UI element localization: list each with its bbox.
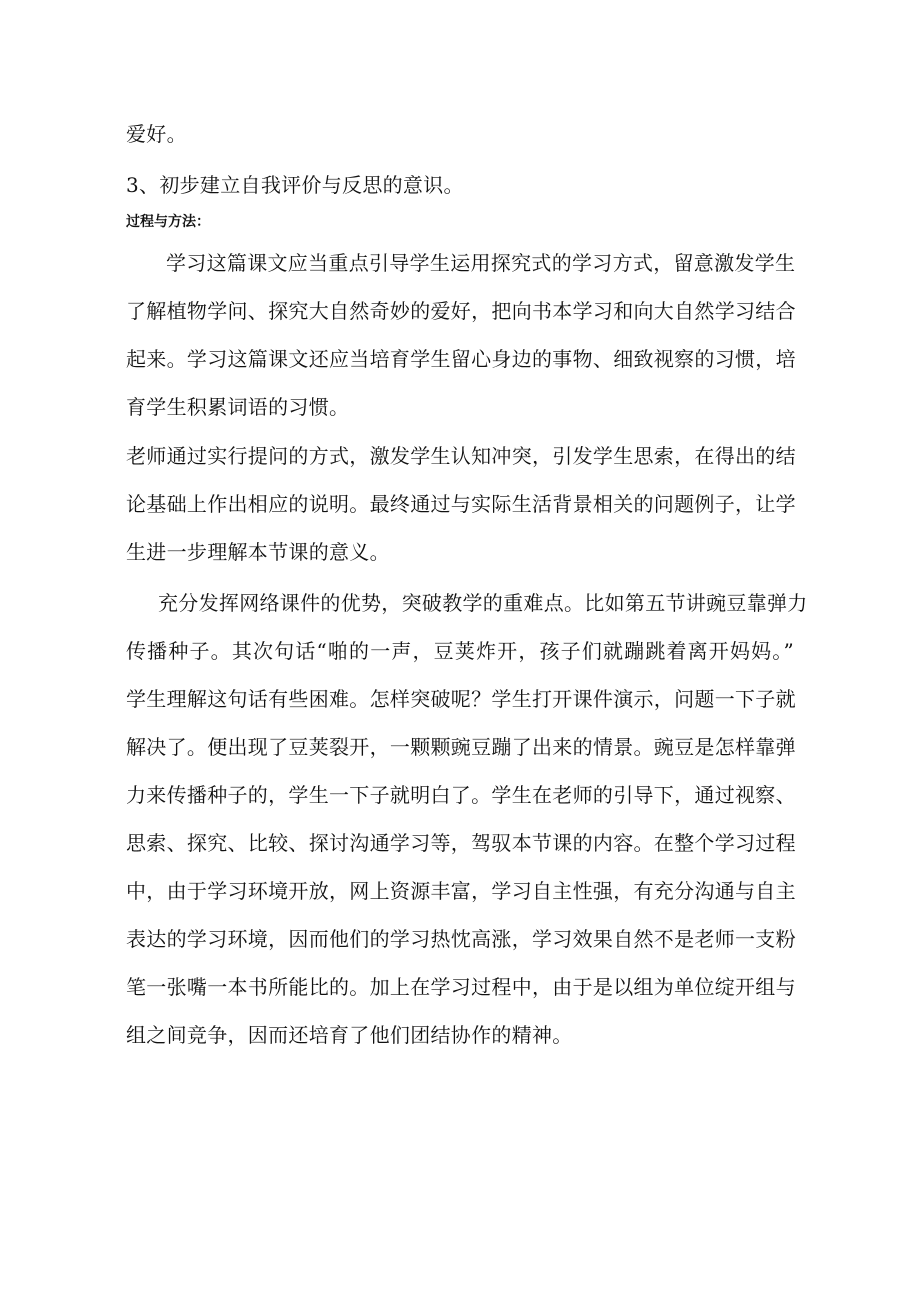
paragraph-line: 充分发挥网络课件的优势，突破教学的重难点。比如第五节讲豌豆靠弹力 xyxy=(158,591,808,615)
paragraph-line: 生进一步理解本节课的意义。 xyxy=(126,540,390,564)
paragraph-line: 学习这篇课文应当重点引导学生运用探究式的学习方式，留意激发学生 xyxy=(166,251,796,275)
paragraph-line: 解决了。便出现了豆荚裂开，一颗颗豌豆蹦了出来的情景。豌豆是怎样靠弹 xyxy=(126,735,796,759)
paragraph-line: 笔一张嘴一本书所能比的。加上在学习过程中，由于是以组为单位绽开组与 xyxy=(126,975,796,999)
objective-item-3: 3、初步建立自我评价与反思的意识。 xyxy=(126,173,464,197)
paragraph-line: 论基础上作出相应的说明。最终通过与实际生活背景相关的问题例子，让学 xyxy=(126,492,796,516)
paragraph-line: 了解植物学问、探究大自然奇妙的爱好，把向书本学习和向大自然学习结合 xyxy=(126,299,796,323)
paragraph-line: 传播种子。其次句话“啪的一声，豆荚炸开，孩子们就蹦跳着离开妈妈。” xyxy=(126,639,794,663)
paragraph-line: 组之间竞争，因而还培育了他们团结协作的精神。 xyxy=(126,1023,573,1047)
paragraph-line: 起来。学习这篇课文还应当培育学生留心身边的事物、细致视察的习惯，培 xyxy=(126,347,796,371)
paragraph-line: 爱好。 xyxy=(126,122,187,146)
section-heading-process-method: 过程与方法： xyxy=(126,214,210,230)
paragraph-line: 表达的学习环境，因而他们的学习热忱高涨，学习效果自然不是老师一支粉 xyxy=(126,927,796,951)
paragraph-line: 老师通过实行提问的方式，激发学生认知冲突，引发学生思索，在得出的结 xyxy=(126,444,796,468)
paragraph-line: 育学生积累词语的习惯。 xyxy=(126,395,350,419)
paragraph-line: 学生理解这句话有些困难。怎样突破呢？学生打开课件演示，问题一下子就 xyxy=(126,687,796,711)
paragraph-line: 力来传播种子的，学生一下子就明白了。学生在老师的引导下，通过视察、 xyxy=(126,783,796,807)
paragraph-line: 中，由于学习环境开放，网上资源丰富，学习自主性强，有充分沟通与自主 xyxy=(126,879,796,903)
paragraph-line: 思索、探究、比较、探讨沟通学习等，驾驭本节课的内容。在整个学习过程 xyxy=(126,831,796,855)
